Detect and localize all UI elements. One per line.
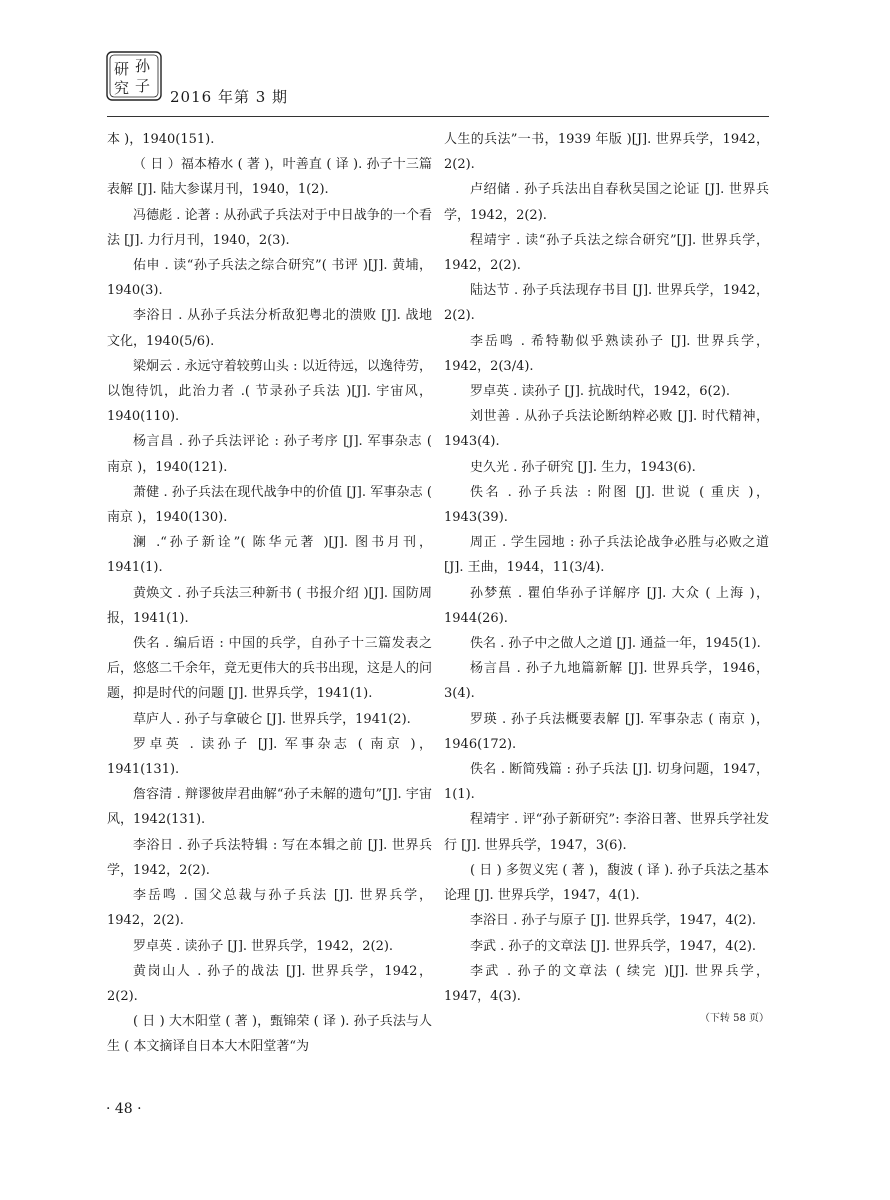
- reference-entry: 李岳鸣 . 希特勒似乎熟读孙子 [J]. 世界兵学，1942，2(3/4).: [444, 333, 769, 374]
- reference-entry: 佚名 . 编后语 : 中国的兵学，自孙子十三篇发表之后，悠悠二千余年，竟无更伟大的兵书出现，这是人的问题，抑是时代的问题 [J]. 世界兵学，1941(1).: [107, 636, 433, 702]
- reference-entry: 梁炯云 . 永远守着较剪山头 : 以近待远，以逸待劳，以饱待饥，此治力者 .( 节录孙子兵法 )[J]. 宇宙风，1940(110).: [107, 358, 432, 425]
- reference-entry: 史久光 . 孙子研究 [J]. 生力，1943(6).: [470, 459, 696, 475]
- journal-logo: [105, 50, 163, 102]
- reference-entry: 黄焕文 . 孙子兵法三种新书 ( 书报介绍 )[J]. 国防周报，1941(1).: [107, 585, 432, 626]
- reference-entry: 草庐人 . 孙子与拿破仑 [J]. 世界兵学，1941(2).: [133, 711, 411, 727]
- svg-text:子: 子: [135, 77, 151, 95]
- reference-entry: 李岳鸣 . 国父总裁与孙子兵法 [J]. 世界兵学，1942，2(2).: [107, 888, 432, 929]
- reference-entry: 黄岗山人 . 孙子的战法 [J]. 世界兵学，1942，2(2).: [107, 963, 432, 1004]
- issue-label: 2016 年第 3 期: [170, 88, 289, 106]
- reference-entry: 萧健 . 孙子兵法在现代战争中的价值 [J]. 军事杂志 ( 南京 )，1940(130).: [107, 484, 432, 526]
- page-number: · 48 ·: [106, 1101, 142, 1117]
- reference-entry: 杨言昌 . 孙子兵法评论 : 孙子考序 [J]. 军事杂志 ( 南京 )，1940(121).: [107, 434, 432, 475]
- reference-entry: ( 日 ) 多贺义宪 ( 著 )，馥波 ( 译 ). 孙子兵法之基本论理 [J]. 世界兵学，1947，4(1).: [444, 862, 769, 904]
- reference-entry: 本 )，1940(151).: [107, 132, 215, 147]
- reference-entry: 罗卓英 . 读孙子 [J]. 抗战时代，1942，6(2).: [470, 384, 731, 400]
- svg-text:究: 究: [114, 79, 130, 97]
- header-rule: [107, 116, 769, 117]
- reference-entry: 周正 . 学生园地 : 孙子兵法论战争必胜与必败之道 [J]. 王曲，1944，11(3/4).: [444, 535, 769, 576]
- reference-entry: 佚名 . 孙子兵法 : 附图 [J]. 世说 ( 重庆 )，1943(39).: [444, 484, 769, 526]
- reference-entry: 李浴日 . 从孙子兵法分析敌犯粤北的溃败 [J]. 战地文化，1940(5/6).: [107, 308, 432, 349]
- svg-text:研: 研: [114, 60, 130, 78]
- reference-entry: 李武 . 孙子的文章法 [J]. 世界兵学，1947，4(2).: [470, 938, 757, 954]
- reference-entry: 程靖宇 . 读“孙子兵法之综合研究”[J]. 世界兵学，1942，2(2).: [444, 232, 769, 274]
- reference-entry: （ 日 ）福本椿水 ( 著 )，叶善直 ( 译 ). 孙子十三篇表解 [J]. 陆大参谋月刊，1940，1(2).: [107, 157, 432, 198]
- reference-entry: 冯德彪 . 论著 : 从孙武子兵法对于中日战争的一个看法 [J]. 力行月刊，1940，2(3).: [107, 207, 432, 248]
- reference-entry: 人生的兵法”一书，1939 年版 )[J]. 世界兵学，1942，2(2).: [444, 132, 769, 173]
- continued-note: （下转 58 页）: [699, 1013, 769, 1025]
- reference-entry: 佚名 . 断简残篇 : 孙子兵法 [J]. 切身问题，1947，1(1).: [444, 762, 769, 803]
- reference-entry: 李浴日 . 孙子兵法特辑 : 写在本辑之前 [J]. 世界兵学，1942，2(2).: [107, 837, 432, 878]
- reference-entry: 罗卓英 . 读孙子 [J]. 世界兵学，1942，2(2).: [133, 938, 394, 954]
- reference-entry: 罗瑛 . 孙子兵法概要表解 [J]. 军事杂志 ( 南京 )，1946(172).: [444, 711, 769, 752]
- reference-entry: 澜 .“孙子新诠”( 陈华元著 )[J]. 图书月刊，1941(1).: [107, 535, 432, 576]
- reference-entry: 李浴日 . 孙子与原子 [J]. 世界兵学，1947，4(2).: [470, 913, 757, 929]
- reference-entry: 詹容清 . 辩谬彼岸君曲解“孙子未解的遗句”[J]. 宇宙风，1942(131).: [107, 787, 432, 828]
- reference-entry: 罗卓英 . 读孙子 [J]. 军事杂志 ( 南京 )，1941(131).: [107, 736, 432, 778]
- reference-entry: 陆达节 . 孙子兵法现存书目 [J]. 世界兵学，1942，2(2).: [444, 283, 769, 324]
- right-column: [444, 127, 769, 1028]
- reference-entry: 程靖宇 . 评“孙子新研究”: 李浴日著、世界兵学社发行 [J]. 世界兵学，1947，3(6).: [444, 812, 769, 853]
- reference-entry: 杨言昌 . 孙子九地篇新解 [J]. 世界兵学，1946，3(4).: [444, 661, 769, 702]
- reference-entry: 孙梦蕉 . 瞿伯华孙子详解序 [J]. 大众 ( 上海 )，1944(26).: [444, 585, 769, 626]
- svg-text:孙: 孙: [135, 57, 151, 75]
- reference-entry: 刘世善 . 从孙子兵法论断纳粹必败 [J]. 时代精神，1943(4).: [444, 409, 769, 450]
- left-column: [107, 127, 432, 1060]
- reference-entry: 卢绍储 . 孙子兵法出自春秋吴国之论证 [J]. 世界兵学，1942，2(2).: [444, 182, 769, 223]
- reference-entry: ( 日 ) 大木阳堂 ( 著 )，甄锦荣 ( 译 ). 孙子兵法与人生 ( 本文摘译自日本大木阳堂著“为: [107, 1014, 432, 1055]
- reference-entry: 佑申 . 读“孙子兵法之综合研究”( 书评 )[J]. 黄埔，1940(3).: [107, 258, 432, 299]
- reference-entry: 李武 . 孙子的文章法 ( 续完 )[J]. 世界兵学，1947，4(3).: [444, 963, 769, 1004]
- reference-entry: 佚名 . 孙子中之做人之道 [J]. 通益一年，1945(1).: [470, 636, 761, 652]
